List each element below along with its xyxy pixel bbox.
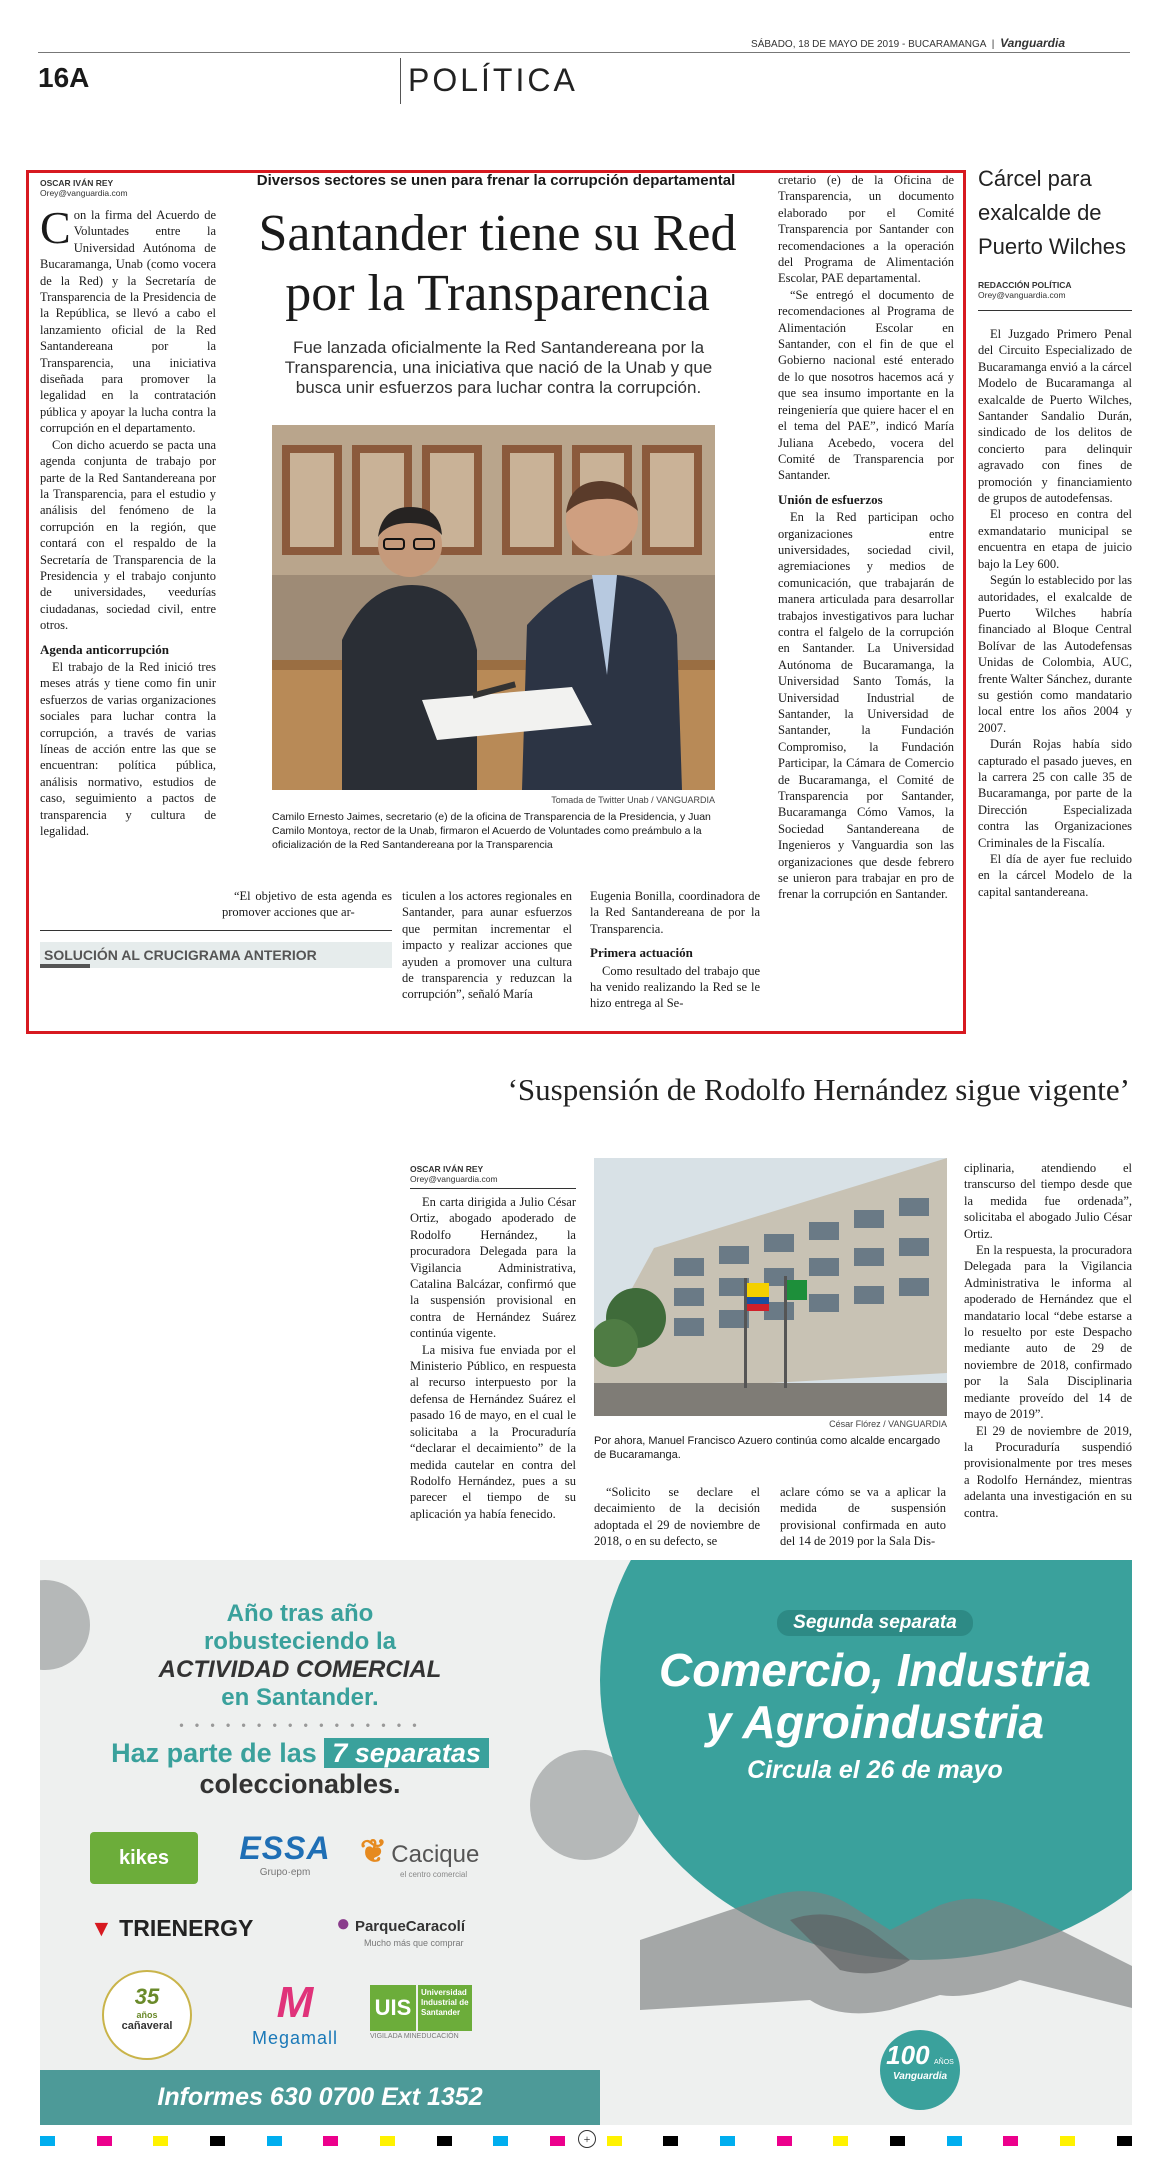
ad-line-4: en Santander. bbox=[221, 1684, 379, 1711]
second-byline bbox=[410, 1164, 498, 1184]
deck: Fue lanzada oficialmente la Red Santandereana por la Transparencia, una iniciativa que nació de la Unab y que busca unir esfuerzos para luchar contra la corrupción. bbox=[284, 338, 713, 397]
ad-title-3: Circula el 26 de mayo bbox=[747, 1756, 1003, 1784]
main-col-5-p3: En la Red participan ocho organizaciones entre universidades, sociedad civil, agremiaciones y medios de comunicación, que trabajarán de manera articulada para desarrollar trabajos investigativos para luchar contra el falgelo de la corrupción en Santander. La Universidad Autónoma de Bucaramanga, la Universidad Santo Tomás, la Universidad Industrial de Santander, la Universidad de Santander, la Fundación Compromiso, la Fundación Participar, la Cámara de Comercio de Bucaramanga, el Comité de Transparencia por Santander, Bucaramanga Cómo Vamos, la Sociedad Santandereana de Ingenieros y Vanguardia son las organizaciones que desde febrero se unieron para trabajar en pro de frenar la corrupción en Santander. bbox=[778, 510, 954, 902]
logo-uis: UIS Universidad Industrial de Santander VIGILADA MINEDUCACIÓN bbox=[370, 1985, 500, 2040]
main-col-3 bbox=[402, 888, 572, 1003]
main-photo-caption: Camilo Ernesto Jaimes, secretario (e) de la oficina de Transparencia de la Presidencia, y Juan Camilo Montoya, rector de la Unab, firmaron el Acuerdo de Voluntades como preámbulo a la oficialización de la Red Santandereana por la Transparencia bbox=[272, 811, 711, 851]
second-col-4 bbox=[964, 1160, 1132, 1521]
main-col-1-p2: Con dicho acuerdo se pacta una agenda conjunta de trabajo por parte de la Red Santandereana por la Transparencia, para el estudio y análisis del fenómeno de la corrupción en la región, que contará con el respaldo de la Secretaría de Transparencia de la Presidencia y el trabajo conjunto de universidades, veedurías ciudadanas, sociedad civil, entre otros. bbox=[40, 437, 216, 633]
crossword-box bbox=[40, 942, 392, 968]
ad-left-text bbox=[100, 1600, 500, 1800]
second-col-4-p2: En la respuesta, la procuradora Delegada para la Vigilancia Administrativa le informa al apoderado de Hernández que el mandatario local “debe estarse a lo resuelto por este Despacho mediante auto de 29 de noviembre de 2018, confirmado por la Sala Disciplinaria mediante proveído del 14 de mayo de 2019”. bbox=[964, 1243, 1132, 1422]
byline-email: Orey@vanguardia.com bbox=[40, 188, 128, 198]
main-col-2-p1: “El objetivo de esta agenda es promover acciones que ar- bbox=[222, 889, 392, 920]
ad-seven-badge: 7 separatas bbox=[324, 1738, 489, 1768]
advertisement bbox=[40, 1560, 1132, 2125]
ad-line-3: ACTIVIDAD COMERCIAL bbox=[158, 1656, 442, 1683]
trienergy-icon: ▼ bbox=[90, 1915, 113, 1941]
side-p3: Según lo establecido por las autoridades, el exalcalde de Puerto Wilches habría financiado al Bloque Central Bolívar de las Autodefensas Unidas de Colombia, AUC, frente Walter Sánchez, durante su gestión como mandatario local entre los años 2004 y 2007. bbox=[978, 573, 1132, 735]
megamall-m-icon: M bbox=[276, 1978, 314, 2027]
date-line: SÁBADO, 18 DE MAYO DE 2019 - BUCARAMANGA | Vanguardia bbox=[751, 36, 1065, 50]
logo-canaveral: 35 años cañaveral bbox=[102, 1970, 192, 2060]
main-byline bbox=[40, 178, 128, 198]
main-col-5-p2: “Se entregó el documento de recomendaciones al Programa de Alimentación Escolar en Santander, con el fin de que el Gobierno nacional esté enterado de lo que nosotros hacemos acá y que sea insumo importante en la reingeniería que quiere hacer el en el tema del PAE”, indicó María Juliana Acebedo, vocera del Comité de Transparencia por Santander. bbox=[778, 287, 954, 483]
ad-phone: Informes 630 0700 Ext 1352 bbox=[157, 2083, 483, 2111]
second-photo-credit: César Flórez / VANGUARDIA bbox=[829, 1419, 947, 1429]
second-photo bbox=[594, 1158, 947, 1416]
side-headline: Cárcel para exalcalde de Puerto Wilches bbox=[978, 166, 1126, 259]
side-p4: Durán Rojas había sido capturado el pasado jueves, en la carrera 25 con calle 35 de Bucaramanga, por parte de la Dirección Especializada contra las Organizaciones Criminales de la Fiscalía. bbox=[978, 737, 1132, 850]
headline-line-2: por la Transparencia bbox=[285, 265, 710, 322]
second-headline: ‘Suspensión de Rodolfo Hernández sigue vigente’ bbox=[507, 1072, 1130, 1107]
second-col-3-p1: aclare cómo se va a aplicar la medida de suspensión provisional confirmada en auto del 14 de 2019 por la Sala Dis- bbox=[780, 1485, 946, 1549]
side-byline-email: Orey@vanguardia.com bbox=[978, 290, 1066, 300]
uis-badge-icon: UIS bbox=[370, 1985, 416, 2031]
main-col-4-p1: Eugenia Bonilla, coordinadora de la Red Santandereana de por la Transparencia. bbox=[590, 889, 760, 936]
paper-logo: Vanguardia bbox=[1000, 36, 1065, 50]
second-col-4-p3: El 29 de noviembre de 2019, la Procuraduría suspendió provisionalmente por tres meses a Rodolfo Hernández, mientras adelanta una investigación en su contra. bbox=[964, 1423, 1132, 1520]
crossword-accent bbox=[40, 964, 90, 968]
logo-kikes: kikes bbox=[90, 1832, 198, 1884]
ad-line-7: coleccionables. bbox=[199, 1769, 401, 1799]
headline-line-1: Santander tiene su Red bbox=[258, 205, 737, 262]
ad-phone-bar bbox=[40, 2070, 600, 2125]
kicker: Diversos sectores se unen para frenar la corrupción departamental bbox=[256, 172, 736, 189]
logo-megamall: M Megamall bbox=[240, 1978, 350, 2049]
date-text: SÁBADO, 18 DE MAYO DE 2019 - BUCARAMANGA bbox=[751, 39, 986, 50]
side-byline-name: REDACCIÓN POLÍTICA bbox=[978, 280, 1072, 290]
dropcap: C bbox=[40, 202, 71, 253]
second-photo-caption: Por ahora, Manuel Francisco Azuero continúa como alcalde encargado de Bucaramanga. bbox=[594, 1435, 941, 1461]
ad-dots: • • • • • • • • • • • • • • • • bbox=[179, 1718, 421, 1732]
crossword-rule bbox=[40, 930, 392, 931]
main-photo bbox=[272, 425, 715, 790]
main-col-2 bbox=[222, 888, 392, 921]
section-title: POLÍTICA bbox=[408, 62, 578, 98]
second-col-1 bbox=[410, 1194, 576, 1522]
side-col bbox=[978, 326, 1132, 900]
logo-trienergy: ▼ TRIENERGY bbox=[90, 1915, 254, 1941]
ad-anniversary-logo: 100 AÑOS Vanguardia bbox=[880, 2030, 960, 2110]
ad-title-1: Comercio, Industria bbox=[659, 1644, 1091, 1696]
headline bbox=[220, 204, 775, 324]
page-number: 16A bbox=[38, 62, 90, 93]
masthead-rule bbox=[38, 52, 1130, 53]
ad-handshake-art bbox=[640, 1810, 1132, 2050]
crossword-label: SOLUCIÓN AL CRUCIGRAMA ANTERIOR bbox=[44, 947, 317, 963]
ad-line-1: Año tras año bbox=[226, 1600, 374, 1627]
main-photo-credit: Tomada de Twitter Unab / VANGUARDIA bbox=[551, 795, 715, 805]
second-col-4-p1: ciplinaria, atendiendo el transcurso del tiempo desde que la medida fue ordenada”, solicitaba el abogado Julio César Ortiz. bbox=[964, 1161, 1132, 1241]
section-divider bbox=[400, 58, 401, 104]
ad-line-5: Haz parte de las 7 separatas bbox=[100, 1738, 500, 1769]
logo-cacique: ❦ Cacique el centro comercial bbox=[360, 1833, 480, 1879]
building-illustration bbox=[594, 1158, 947, 1416]
subhead-union: Unión de esfuerzos bbox=[778, 491, 883, 507]
second-byline-name: OSCAR IVÁN REY bbox=[410, 1164, 484, 1174]
main-col-1 bbox=[40, 202, 216, 839]
subhead-primera: Primera actuación bbox=[590, 945, 693, 961]
main-col-1-p3: El trabajo de la Red inició tres meses atrás y tiene como fin unir esfuerzos de varias organizaciones sociales para luchar contra la corrupción, a través de varias líneas de acción entre las que se encuentran: política pública, análisis normativo, estudios de caso, seguimiento a pactos de transparencia y cultura de legalidad. bbox=[40, 659, 216, 839]
main-col-5 bbox=[778, 172, 954, 903]
ad-right-text bbox=[640, 1610, 1110, 1785]
main-col-1-p1: Con la firma del Acuerdo de Voluntades entre la Universidad Autónoma de Bucaramanga, Unab (como vocera de la Red) y la Secretaría de Transparencia de la Presidencia de la República, se llevó a cabo el lanzamiento oficial de la Red Santandereana por la Transparencia, una iniciativa diseñada para promover la legalidad en la contratación pública y apoyar la lucha contra la corrupción en el departamento. bbox=[40, 202, 216, 436]
ad-pill: Segunda separata bbox=[777, 1610, 973, 1636]
second-col-2-p1: “Solicito se declare el decaimiento de la decisión adoptada el 29 de noviembre de 2018, o en su defecto, se bbox=[594, 1485, 760, 1549]
side-p1: El Juzgado Primero Penal del Circuito Especializado de Bucaramanga envió a la cárcel Modelo de Bucaramanga al exalcalde de Puerto Wilches, Santander Sandalio Durán, sindicado de los delitos de concierto para delinquir agravado con fines de promoción y financiamiento de grupos de autodefensas. bbox=[978, 327, 1132, 506]
main-col-4 bbox=[590, 888, 760, 1012]
signing-illustration bbox=[272, 425, 715, 790]
side-p2: El proceso en contra del exmandatario municipal se encuentra en etapa de juicio bajo la Ley 600. bbox=[978, 507, 1132, 571]
main-col-4-p2: Como resultado del trabajo que ha venido realizando la Red se le hizo entrega al Se- bbox=[590, 963, 760, 1011]
side-rule bbox=[978, 310, 1132, 311]
subhead-agenda: Agenda anticorrupción bbox=[40, 641, 169, 657]
logo-essa: ESSA Grupo·epm bbox=[239, 1830, 331, 1878]
parque-icon: ● bbox=[336, 1910, 351, 1937]
byline-name: OSCAR IVÁN REY bbox=[40, 178, 114, 188]
side-byline bbox=[978, 280, 1072, 300]
second-col-1-p1: En carta dirigida a Julio César Ortiz, abogado apoderado de Rodolfo Hernández, la procuradora Delegada para la Vigilancia Administrativa, Catalina Balcázar, confirmó que la suspensión provisional en contra de Hernández Suárez continúa vigente. bbox=[410, 1195, 576, 1341]
cacique-feather-icon: ❦ bbox=[360, 1833, 387, 1869]
ad-line-2: robusteciendo la bbox=[203, 1628, 397, 1655]
main-col-3-p1: ticulen a los actores regionales en Santander, para aunar esfuerzos que permitan incrementar el impacto y realizar acciones que ayuden a promover una cultura de transparencia y reduzcan la corrupción”, señaló María bbox=[402, 889, 572, 1002]
second-col-1-p2: La misiva fue enviada por el Ministerio Público, en respuesta al recurso interpuesto por la defensa de Hernández Suárez el pasado 16 de mayo, en el cual le solicitaba a la Procuraduría “declarar el decaimiento” de la medida cautelar en contra del Rodolfo Hernández, pues a su parecer el tiempo de su aplicación ya había fenecido. bbox=[410, 1342, 576, 1521]
second-rule bbox=[410, 1188, 576, 1189]
ad-deco-circle-left bbox=[40, 1580, 90, 1670]
second-col-3 bbox=[780, 1484, 946, 1550]
logo-parque-caracoli: ● ParqueCaracolí Mucho más que comprar bbox=[336, 1910, 465, 1948]
registration-mark-icon: + bbox=[578, 2130, 596, 2148]
second-col-2 bbox=[594, 1484, 760, 1550]
ad-title-2: y Agroindustria bbox=[705, 1696, 1045, 1748]
main-col-5-p1: cretario (e) de la Oficina de Transparencia, un documento elaborado por el Comité Transparencia por Santander con recomendaciones a la operación del Programa de Alimentación Escolar, PAE departamental. bbox=[778, 173, 954, 286]
second-byline-email: Orey@vanguardia.com bbox=[410, 1174, 498, 1184]
side-p5: El día de ayer fue recluido en la cárcel Modelo de la capital santandereana. bbox=[978, 852, 1132, 899]
